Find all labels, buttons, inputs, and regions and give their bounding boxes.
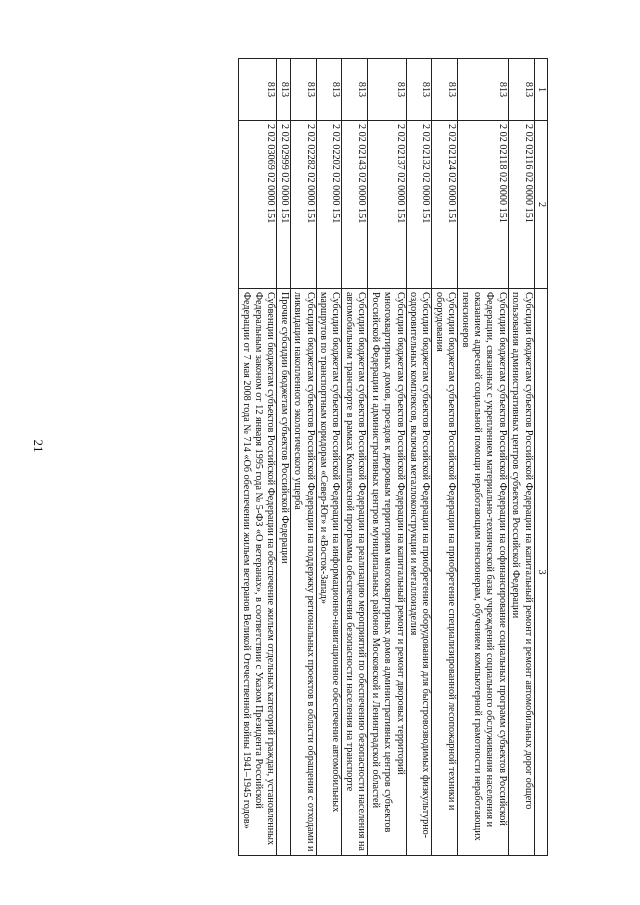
- revenue-description: Субсидии бюджетам субъектов Российской Федерации на приобретение оборудования для быстровозводимых физкультурно-оздоровительных комплексов, включая металлоконструкции и металлоизделия: [406, 289, 432, 856]
- header-col-2: 2: [534, 121, 547, 289]
- revenue-description: Субсидии бюджетам субъектов Российской Федерации на капитальный ремонт и ремонт дворовых территорий многоквартирных домов, проездов к дворовым территориям многоквартирных домов административных центров субъектов Российской Федерации и административных центров муниципальных районов Московской и Ленинградской областей: [368, 289, 406, 856]
- admin-code: 813: [458, 59, 509, 121]
- revenue-description: Прочие субсидии бюджетам субъектов Российской Федерации: [277, 289, 290, 856]
- table-row: [290, 59, 316, 856]
- revenue-description: Субсидии бюджетам субъектов Российской Федерации на капитальный ремонт и ремонт автомобильных дорог общего пользования административных центров субъектов Российской Федерации: [508, 289, 534, 856]
- revenue-code: 2 02 02143 02 0000 151: [342, 121, 368, 289]
- revenue-code: 2 02 02202 02 0000 151: [316, 121, 342, 289]
- revenue-description: Субвенции бюджетам субъектов Российской Федерации на обеспечение жильем отдельных категорий граждан, установленных Федеральным законом от 12 января 1995 года № 5-ФЗ «О ветеранах», в соответствии с Указом Президента Российской Федерации от 7 мая 2008 года № 714 «Об обеспечении жильем ветеранов Великой Отечественной войны 1941–1945 годов»: [239, 289, 277, 856]
- revenue-code: 2 02 02132 02 0000 151: [406, 121, 432, 289]
- revenue-description: Субсидии бюджетам субъектов Российской Федерации на информационно-навигационное обеспечение автомобильных маршрутов по транспортным коридорам «Север-Юг» и «Восток-Запад»: [316, 289, 342, 856]
- table-row: [277, 59, 290, 856]
- revenue-description: Субсидии бюджетам субъектов Российской Федерации на реализацию мероприятий по обеспечению безопасности населения на автомобильном транспорте в рамках Комплексной программы обеспечения безопасности населения на транспорте: [342, 289, 368, 856]
- page-number: 21: [31, 439, 46, 453]
- revenue-description: Субсидии бюджетам субъектов Российской Федерации на софинансирование социальных программ субъектов Российской Федерации, связанных с укреплением материально-технической базы учреждений социального обслуживания населения и оказанием адресной социальной помощи неработающим пенсионерам, обучением компьютерной грамотности неработающих пенсионеров: [458, 289, 509, 856]
- table-row: [316, 59, 342, 856]
- admin-code: 813: [368, 59, 406, 121]
- revenue-code: 2 02 02118 02 0000 151: [458, 121, 509, 289]
- admin-code: 813: [290, 59, 316, 121]
- admin-code: 813: [316, 59, 342, 121]
- admin-code: 813: [432, 59, 458, 121]
- revenue-code: 2 02 02116 02 0000 151: [508, 121, 534, 289]
- revenue-description: Субсидии бюджетам субъектов Российской Федерации на поддержку региональных проектов в области обращения с отходами и ликвидации накопленного экологического ущерба: [290, 289, 316, 856]
- table-row: [508, 59, 534, 856]
- admin-code: 813: [277, 59, 290, 121]
- revenue-code: 2 02 02137 02 0000 151: [368, 121, 406, 289]
- table-row: [432, 59, 458, 856]
- budget-codes-table: [238, 58, 548, 856]
- admin-code: 813: [508, 59, 534, 121]
- admin-code: 813: [239, 59, 277, 121]
- rotated-table-wrapper: [88, 58, 548, 855]
- table-row: [342, 59, 368, 856]
- table-header-row: [534, 59, 547, 856]
- revenue-code: 2 02 02282 02 0000 151: [290, 121, 316, 289]
- header-col-1: 1: [534, 59, 547, 121]
- header-col-3: 3: [534, 289, 547, 856]
- table-row: [239, 59, 277, 856]
- revenue-description: Субсидии бюджетам субъектов Российской Федерации на приобретение специализированной лесопожарной техники и оборудования: [432, 289, 458, 856]
- table-row: [368, 59, 406, 856]
- table-row: [458, 59, 509, 856]
- admin-code: 813: [342, 59, 368, 121]
- admin-code: 813: [406, 59, 432, 121]
- revenue-code: 2 02 02999 02 0000 151: [277, 121, 290, 289]
- table-row: [406, 59, 432, 856]
- revenue-code: 2 02 02124 02 0000 151: [432, 121, 458, 289]
- revenue-code: 2 02 03069 02 0000 151: [239, 121, 277, 289]
